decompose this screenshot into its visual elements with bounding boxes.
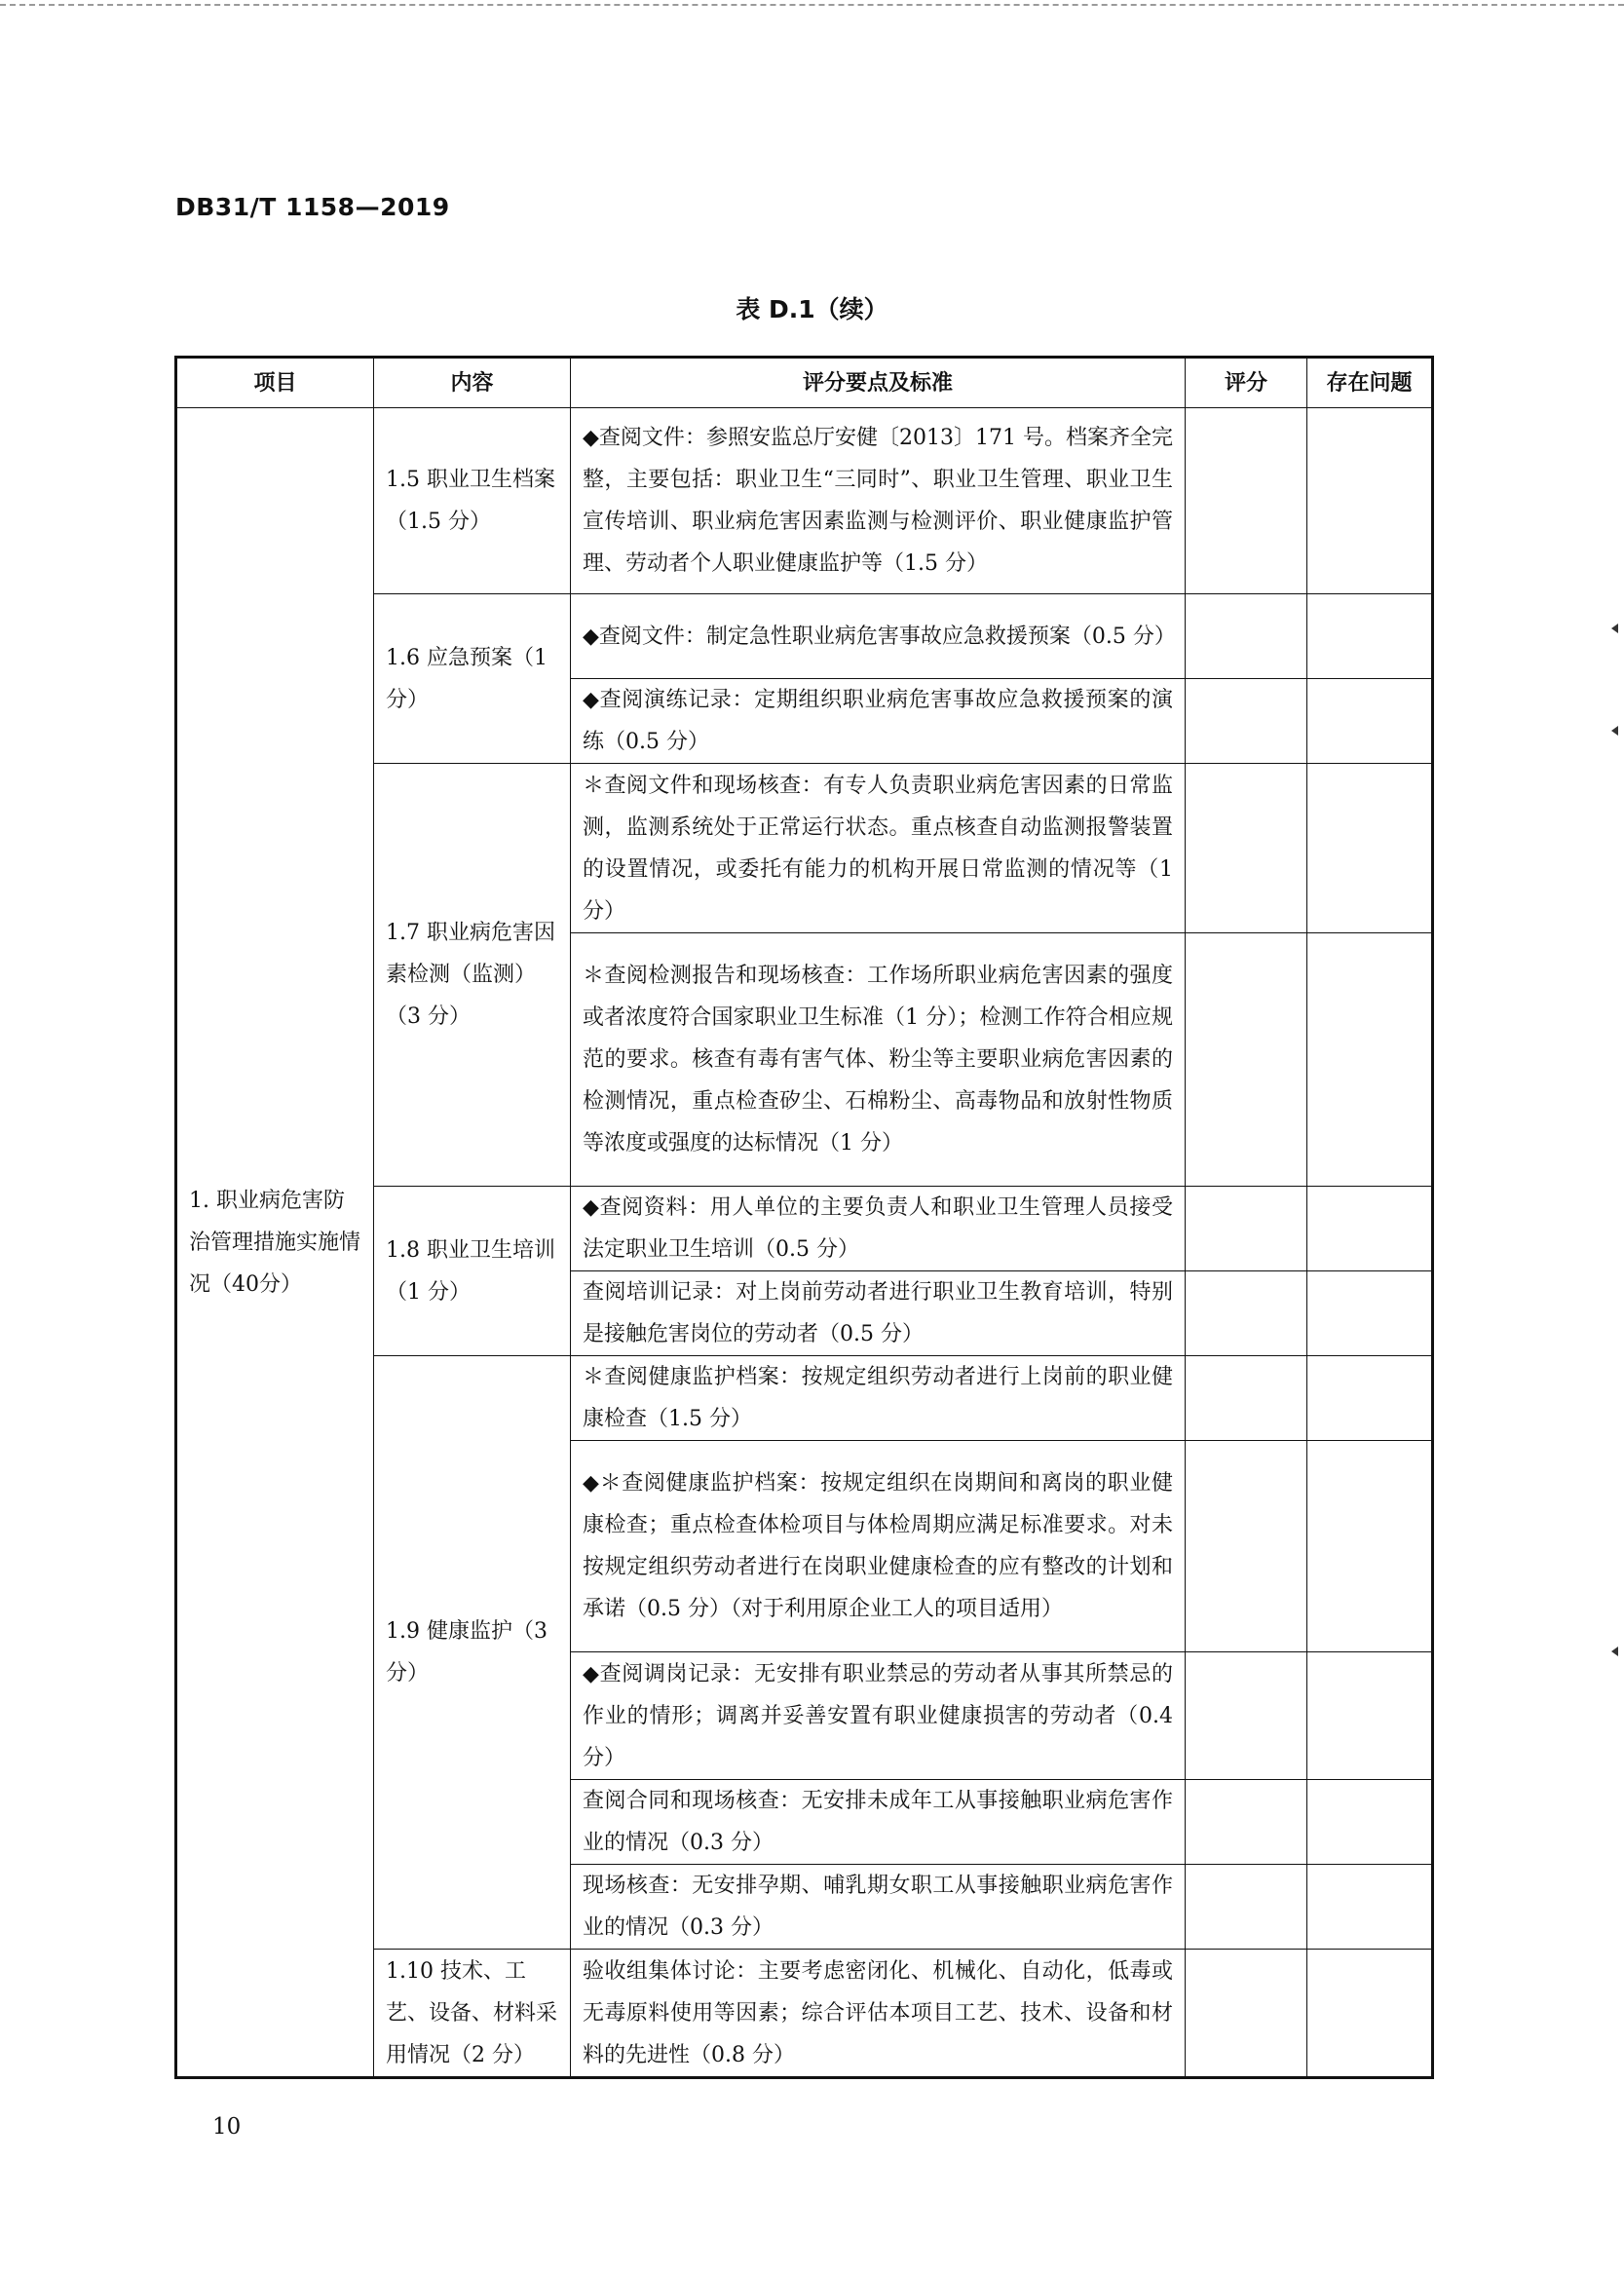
issues-cell[interactable]	[1307, 408, 1433, 594]
requirement-cell: ◆查阅调岗记录：无安排有职业禁忌的劳动者从事其所禁忌的作业的情形；调离并妥善安置有职业健康损害的劳动者（0.4 分）	[571, 1652, 1186, 1780]
content-cell: 1.8 职业卫生培训（1 分）	[374, 1187, 571, 1356]
requirement-cell: 查阅合同和现场核查：无安排未成年工从事接触职业病危害作业的情况（0.3 分）	[571, 1780, 1186, 1865]
requirement-cell: ◆查阅资料：用人单位的主要负责人和职业卫生管理人员接受法定职业卫生培训（0.5 分）	[571, 1187, 1186, 1271]
table-header-row	[176, 358, 1433, 408]
score-cell[interactable]	[1186, 1441, 1307, 1652]
scoring-table	[174, 356, 1434, 2079]
requirement-cell: ＊查阅文件和现场核查：有专人负责职业病危害因素的日常监测，监测系统处于正常运行状态。重点核查自动监测报警装置的设置情况，或委托有能力的机构开展日常监测的情况等（1 分）	[571, 764, 1186, 933]
issues-cell[interactable]	[1307, 1652, 1433, 1780]
score-cell[interactable]	[1186, 1865, 1307, 1950]
requirement-cell: ＊查阅健康监护档案：按规定组织劳动者进行上岗前的职业健康检查（1.5 分）	[571, 1356, 1186, 1441]
requirement-cell: ◆查阅演练记录：定期组织职业病危害事故应急救援预案的演练（0.5 分）	[571, 679, 1186, 764]
document-code: DB31/T 1158—2019	[175, 193, 450, 221]
column-header-criteria: 评分要点及标准	[571, 358, 1186, 408]
issues-cell[interactable]	[1307, 1271, 1433, 1356]
content-cell: 1.10 技术、工艺、设备、材料采用情况（2 分）	[374, 1950, 571, 2078]
category-cell: 1. 职业病危害防治管理措施实施情况（40分）	[176, 408, 374, 2078]
scan-edge-mark	[1611, 624, 1618, 633]
requirement-cell: ◆＊查阅健康监护档案：按规定组织在岗期间和离岗的职业健康检查；重点检查体检项目与体检周期应满足标准要求。对未按规定组织劳动者进行在岗职业健康检查的应有整改的计划和承诺（0.5 分）（对于利用原企业工人的项目适用）	[571, 1441, 1186, 1652]
issues-cell[interactable]	[1307, 594, 1433, 679]
issues-cell[interactable]	[1307, 1865, 1433, 1950]
page-number: 10	[212, 2114, 242, 2140]
score-cell[interactable]	[1186, 1950, 1307, 2078]
column-header-content: 内容	[374, 358, 571, 408]
issues-cell[interactable]	[1307, 1356, 1433, 1441]
content-cell: 1.5 职业卫生档案（1.5 分）	[374, 408, 571, 594]
score-cell[interactable]	[1186, 408, 1307, 594]
scan-edge-line	[0, 4, 1624, 6]
content-cell: 1.9 健康监护（3 分）	[374, 1356, 571, 1950]
score-cell[interactable]	[1186, 1780, 1307, 1865]
issues-cell[interactable]	[1307, 1780, 1433, 1865]
issues-cell[interactable]	[1307, 679, 1433, 764]
requirement-cell: ◆查阅文件：制定急性职业病危害事故应急救援预案（0.5 分）	[571, 594, 1186, 679]
score-cell[interactable]	[1186, 1356, 1307, 1441]
requirement-cell: ◆查阅文件：参照安监总厅安健〔2013〕171 号。档案齐全完整，主要包括：职业卫生“三同时”、职业卫生管理、职业卫生宣传培训、职业病危害因素监测与检测评价、职业健康监护管理、劳动者个人职业健康监护等（1.5 分）	[571, 408, 1186, 594]
requirement-cell: 查阅培训记录：对上岗前劳动者进行职业卫生教育培训，特别是接触危害岗位的劳动者（0.5 分）	[571, 1271, 1186, 1356]
score-cell[interactable]	[1186, 1187, 1307, 1271]
requirement-cell: 验收组集体讨论：主要考虑密闭化、机械化、自动化，低毒或无毒原料使用等因素；综合评估本项目工艺、技术、设备和材料的先进性（0.8 分）	[571, 1950, 1186, 2078]
content-cell: 1.7 职业病危害因素检测（监测）（3 分）	[374, 764, 571, 1187]
issues-cell[interactable]	[1307, 1187, 1433, 1271]
requirement-cell: ＊查阅检测报告和现场核查：工作场所职业病危害因素的强度或者浓度符合国家职业卫生标准（1 分）；检测工作符合相应规范的要求。核查有毒有害气体、粉尘等主要职业病危害因素的检测情况，重点检查矽尘、石棉粉尘、高毒物品和放射性物质等浓度或强度的达标情况（1 分）	[571, 933, 1186, 1187]
issues-cell[interactable]	[1307, 764, 1433, 933]
issues-cell[interactable]	[1307, 933, 1433, 1187]
table-row	[176, 408, 1433, 594]
scan-edge-mark	[1611, 1647, 1618, 1656]
content-cell: 1.6 应急预案（1 分）	[374, 594, 571, 764]
issues-cell[interactable]	[1307, 1950, 1433, 2078]
score-cell[interactable]	[1186, 1652, 1307, 1780]
score-cell[interactable]	[1186, 679, 1307, 764]
score-cell[interactable]	[1186, 1271, 1307, 1356]
score-cell[interactable]	[1186, 764, 1307, 933]
issues-cell[interactable]	[1307, 1441, 1433, 1652]
column-header-item: 项目	[176, 358, 374, 408]
table-caption: 表 D.1（续）	[736, 295, 888, 323]
requirement-cell: 现场核查：无安排孕期、哺乳期女职工从事接触职业病危害作业的情况（0.3 分）	[571, 1865, 1186, 1950]
column-header-issues: 存在问题	[1307, 358, 1433, 408]
score-cell[interactable]	[1186, 594, 1307, 679]
score-cell[interactable]	[1186, 933, 1307, 1187]
column-header-score: 评分	[1186, 358, 1307, 408]
scan-edge-mark	[1611, 726, 1618, 736]
